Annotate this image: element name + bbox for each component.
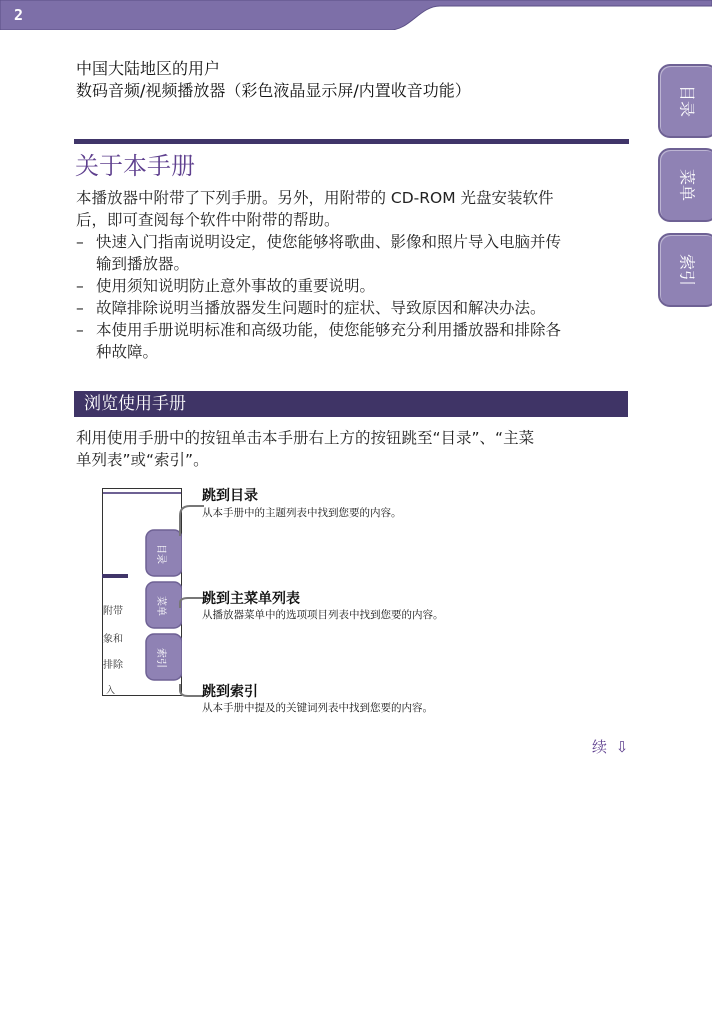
illus-tab-label: 目录 (155, 544, 166, 564)
callout-desc-index: 从本手册中提及的关键词列表中找到您要的内容。 (202, 702, 433, 714)
tab-index-label: 索引 (677, 253, 697, 286)
list-item-line: 输到播放器。 (96, 255, 190, 273)
list-item-line: 使用须知说明防止意外事故的重要说明。 (96, 277, 376, 295)
tab-index[interactable] (658, 233, 712, 307)
list-item-line: 故障排除说明当播放器发生问题时的症状、导致原因和解决办法。 (96, 299, 546, 317)
top-header-bar (0, 0, 712, 30)
list-item (76, 275, 631, 297)
callout-title-contents: 跳到目录 (202, 488, 258, 504)
intro-line: 本播放器中附带了下列手册。另外，用附带的 CD-ROM 光盘安装软件 (76, 189, 554, 207)
manual-list (76, 231, 631, 363)
callout-title-index: 跳到索引 (202, 684, 258, 700)
list-item-line: 种故障。 (96, 343, 159, 361)
tab-menu-label: 菜单 (677, 168, 697, 201)
page-title: 关于本手册 (75, 152, 195, 180)
heading-product: 数码音频/视频播放器（彩色液晶显示屏/内置收音功能） (76, 81, 471, 100)
tab-contents-label: 目录 (677, 84, 697, 117)
illus-tab-label: 菜单 (155, 596, 166, 616)
heading-region: 中国大陆地区的用户 (76, 59, 221, 78)
list-dash: – (76, 277, 84, 295)
callout-desc-menu: 从播放器菜单中的选项项目列表中找到您要的内容。 (202, 609, 444, 621)
section-header: 浏览使用手册 (74, 391, 628, 417)
browse-line: 单列表”或“索引”。 (76, 451, 209, 469)
tab-menu[interactable] (658, 148, 712, 222)
list-dash: – (76, 321, 84, 339)
document-heading (76, 58, 471, 102)
illus-snippet: 排除 (103, 660, 123, 671)
list-item-line: 快速入门指南说明设定，使您能够将歌曲、影像和照片导入电脑并传 (96, 233, 562, 251)
callout-leaders (160, 496, 204, 706)
title-rule (74, 139, 629, 144)
list-item-line: 本使用手册说明标准和高级功能，使您能够充分利用播放器和排除各 (96, 321, 562, 339)
continued-label: 续 (592, 738, 608, 756)
browse-line: 利用使用手册中的按钮单击本手册右上方的按钮跳至“目录”、“主菜 (76, 429, 535, 447)
illus-snippet: 附带 (103, 606, 123, 617)
illus-tab-label: 索引 (155, 648, 166, 668)
list-item (76, 231, 631, 275)
callout-desc-contents: 从本手册中的主题列表中找到您要的内容。 (202, 507, 402, 519)
list-item (76, 297, 631, 319)
list-dash: – (76, 233, 84, 251)
list-dash: – (76, 299, 84, 317)
illus-snippet: 象和 (103, 634, 123, 645)
list-item (76, 319, 631, 363)
intro-line: 后，即可查阅每个软件中附带的帮助。 (76, 211, 340, 229)
down-arrow-icon: ⇩ (615, 738, 629, 756)
intro-paragraph (76, 187, 631, 231)
browse-paragraph (76, 427, 631, 471)
page-number: 2 (14, 6, 24, 24)
continued-link[interactable] (592, 736, 628, 757)
illus-snippet: 入 (106, 686, 116, 696)
tab-contents[interactable] (658, 64, 712, 138)
callout-title-menu: 跳到主菜单列表 (202, 591, 300, 607)
